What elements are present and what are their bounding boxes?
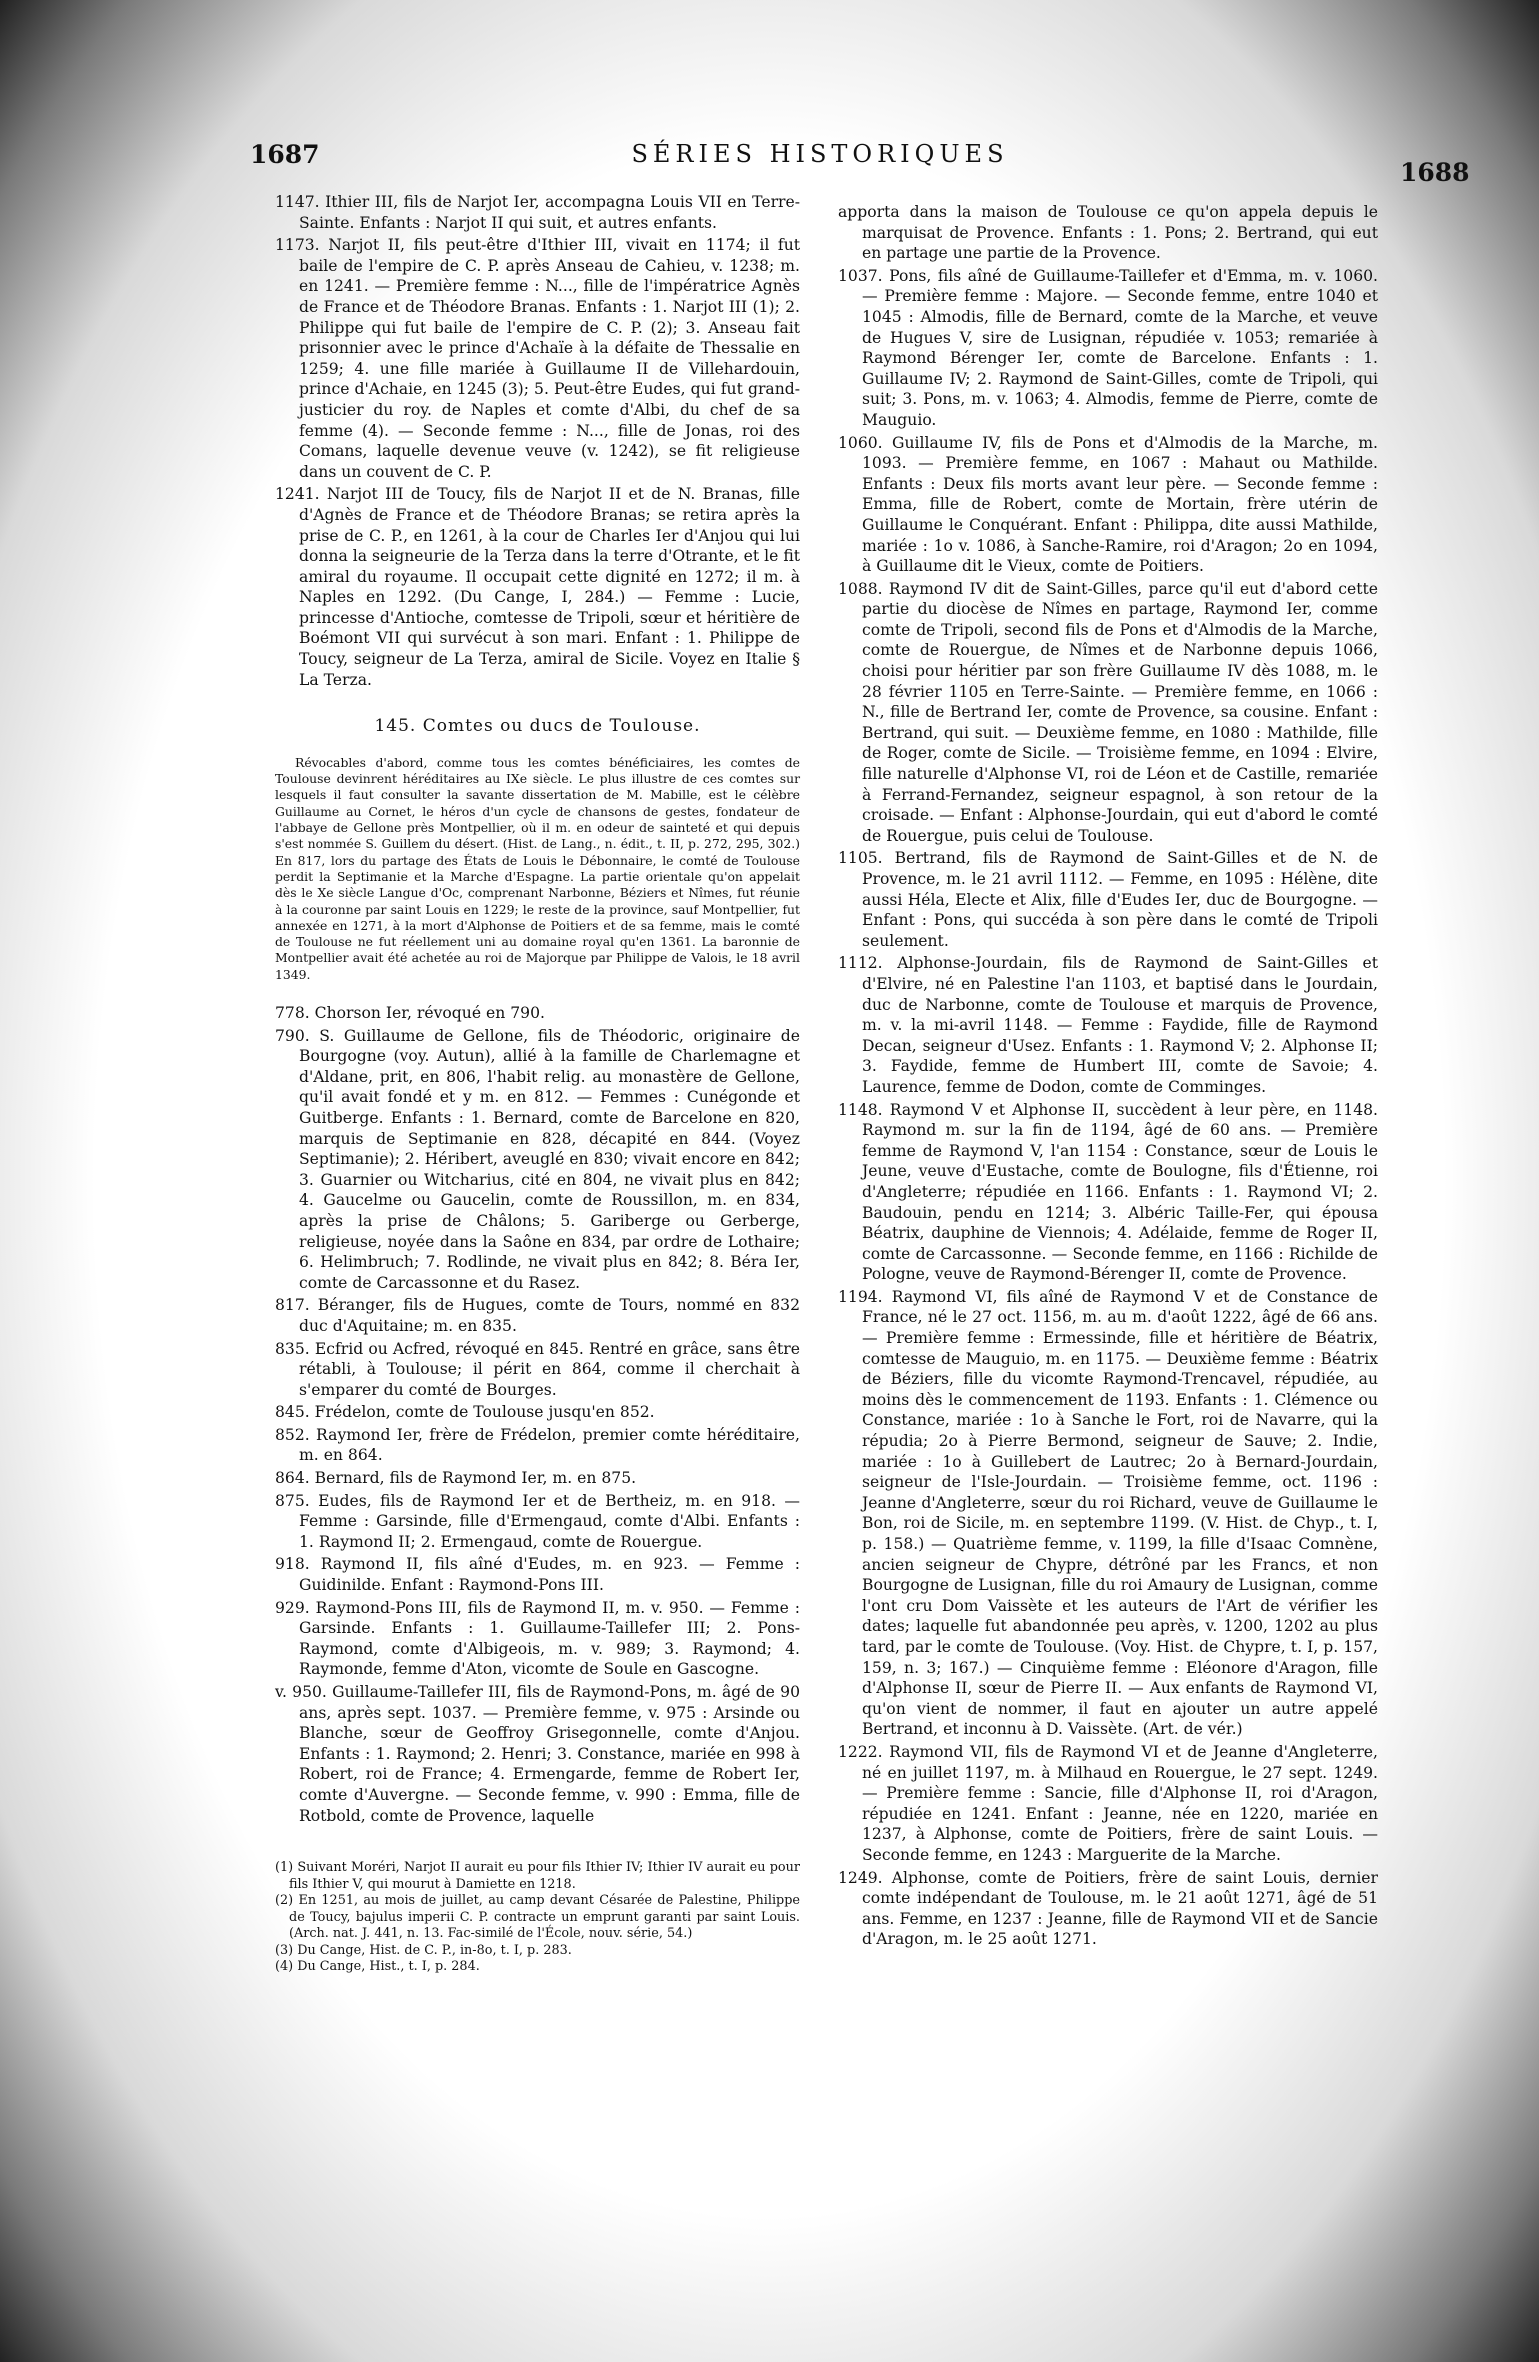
entry: 1037. Pons, fils aîné de Guillaume-Taillefer et d'Emma, m. v. 1060. — Première femme : Majore. — Seconde femme, entre 1040 et 1045 : Almodis, fille de Bernard, comte de la Marche, et veuve de Hugues V, sire de Lusignan, répudiée v. 1053; remariée à Raymond Bérenger Ier, comte de Barcelone. Enfants : 1. Guillaume IV; 2. Raymond de Saint-Gilles, comte de Tripoli, qui suit; 3. Pons, m. v. 1063; 4. Almodis, femme de Pierre, comte de Mauguio. [838,266,1378,429]
entry: 1249. Alphonse, comte de Poitiers, frère de saint Louis, dernier comte indépendant de Toulouse, m. le 21 août 1271, âgé de 51 ans. Femme, en 1237 : Jeanne, fille de Raymond VII et de Sancie d'Aragon, m. le 25 août 1271. [838,1868,1378,1949]
right-column [838,202,1378,1952]
footnote: (4) Du Cange, Hist., t. I, p. 284. [275,1959,480,1975]
footnote: (1) Suivant Moréri, Narjot II aurait eu pour fils Ithier IV; Ithier IV aurait eu pour fils Ithier V, qui mourut à Damiette en 1218. [275,1860,800,1892]
entry: 778. Chorson Ier, révoqué en 790. [275,1004,545,1022]
entry: 1194. Raymond VI, fils aîné de Raymond V et de Constance de France, né le 27 oct. 1156, m. au m. d'août 1222, âgé de 66 ans. — Première femme : Ermessinde, fille et héritière de Béatrix, comtesse de Mauguio, m. en 1175. — Deuxième femme : Béatrix de Béziers, fille du vicomte Raymond-Trencavel, répudiée, au moins dès le commencement de 1193. Enfants : 1. Clémence ou Constance, mariée : 1o à Sanche le Fort, roi de Navarre, qui la répudia; 2o à Pierre Bermond, seigneur de Sauve; 2. Indie, mariée : 1o à Guillebert de Lautrec; 2o à Bernard-Jourdain, seigneur de l'Isle-Jourdain. — Troisième femme, oct. 1196 : Jeanne d'Angleterre, sœur du roi Richard, veuve de Guillaume le Bon, roi de Sicile, m. en septembre 1199. (V. Hist. de Chyp., t. I, p. 158.) — Quatrième femme, v. 1199, la fille d'Isaac Comnène, ancien seigneur de Chypre, détrôné par les Francs, et non Bourgogne de Lusignan, fille du roi Amaury de Lusignan, comme l'ont cru Dom Vaissète et les auteurs de l'Art de vérifier les dates; laquelle fut abandonnée peu après, v. 1200, 1202 au plus tard, par le comte de Toulouse. (Voy. Hist. de Chypre, t. I, p. 157, 159, n. 3; 167.) — Cinquième femme : Eléonore d'Aragon, fille d'Alphonse II, sœur de Pierre II. — Aux enfants de Raymond VI, qu'on vient de nommer, il faut en ajouter un autre appelé Bertrand, et inconnu à D. Vaissète. (Art. de vér.) [838,1287,1378,1739]
footnote: (2) En 1251, au mois de juillet, au camp devant Césarée de Palestine, Philippe de Toucy, bajulus imperii C. P. contracte un emprunt garanti par saint Louis. (Arch. nat. J. 441, n. 13. Fac-similé de l'École, nouv. série, 54.) [275,1893,800,1942]
entry: 1112. Alphonse-Jourdain, fils de Raymond de Saint-Gilles et d'Elvire, né en Palestine l'an 1103, et baptisé dans le Jourdain, duc de Narbonne, comte de Toulouse et marquis de Provence, m. v. la mi-avril 1148. — Femme : Faydide, fille de Raymond Decan, seigneur d'Usez. Enfants : 1. Raymond V; 2. Alphonse II; 3. Faydide, femme de Humbert III, comte de Savoie; 4. Laurence, femme de Dodon, comte de Comminges. [838,954,1378,1096]
footnote: (3) Du Cange, Hist. de C. P., in-8o, t. I, p. 283. [275,1942,572,1958]
entry: 852. Raymond Ier, frère de Frédelon, premier comte héréditaire, m. en 864. [275,1425,800,1465]
entry: 1173. Narjot II, fils peut-être d'Ithier III, vivait en 1174; il fut baile de l'empire de C. P. après Anseau de Cahieu, v. 1238; m. en 1241. — Première femme : N..., fille de l'impératrice Agnès de France et de Théodore Branas. Enfants : 1. Narjot III (1); 2. Philippe qui fut baile de l'empire de C. P. (2); 3. Anseau fait prisonnier avec le prince d'Achaïe à la défaite de Thessalie en 1259; 4. une fille mariée à Guillaume II de Villehardouin, prince d'Achaie, en 1245 (3); 5. Peut-être Eudes, qui fut grand-justicier du roy. de Naples et comte d'Albi, du chef de sa femme (4). — Seconde femme : N..., fille de Jonas, roi des Comans, laquelle devenue veuve (v. 1242), se fit religieuse dans un couvent de C. P. [275,236,800,481]
entry: 864. Bernard, fils de Raymond Ier, m. en 875. [275,1469,637,1488]
entry: 845. Frédelon, comte de Toulouse jusqu'en 852. [275,1403,655,1422]
entry: 835. Ecfrid ou Acfred, révoqué en 845. Rentré en grâce, sans être rétabli, à Toulouse; il périt en 864, comme il cherchait à s'emparer du comté de Bourges. [275,1339,800,1399]
entry: 918. Raymond II, fils aîné d'Eudes, m. en 923. — Femme : Guidinilde. Enfant : Raymond-Pons III. [275,1555,800,1595]
entry: 790. S. Guillaume de Gellone, fils de Théodoric, originaire de Bourgogne (voy. Autun), allié à la famille de Charlemagne et d'Aldane, prit, en 806, l'habit relig. au monastère de Gellone, qu'il avait fondé et y m. en 812. — Femmes : Cunégonde et Guitberge. Enfants : 1. Bernard, comte de Barcelone en 820, marquis de Septimanie en 828, décapité en 844. (Voyez Septimanie); 2. Héribert, aveuglé en 830; vivait encore en 842; 3. Guarnier ou Witcharius, cité en 804, ne vivait plus en 842; 4. Gaucelme ou Gaucelin, comte de Roussillon, m. en 834, après la prise de Châlons; 5. Gariberge ou Gerberge, religieuse, noyée dans la Saône en 834, par ordre de Lothaire; 6. Helimbruch; 7. Rodlinde, ne vivait plus en 842; 8. Béra Ier, comte de Carcassonne et du Rasez. [275,1026,800,1292]
entry: v. 950. Guillaume-Taillefer III, fils de Raymond-Pons, m. âgé de 90 ans, après sept. 1037. — Première femme, v. 975 : Arsinde ou Blanche, sœur de Geoffroy Grisegonnelle, comte d'Anjou. Enfants : 1. Raymond; 2. Henri; 3. Constance, mariée en 998 à Robert, roi de France; 4. Ermengarde, femme de Robert Ier, comte d'Auvergne. — Seconde femme, v. 990 : Emma, fille de Rotbold, comte de Provence, laquelle [275,1683,800,1825]
entry: 1105. Bertrand, fils de Raymond de Saint-Gilles et de N. de Provence, m. le 21 avril 1112. — Femme, en 1095 : Hélène, dite aussi Héla, Electe et Alix, fille d'Eudes Ier, duc de Bourgogne. — Enfant : Pons, qui succéda à son père dans le comté de Tripoli seulement. [838,849,1378,950]
footnotes [275,1860,800,1976]
entry: 817. Béranger, fils de Hugues, comte de Tours, nommé en 832 duc d'Aquitaine; m. en 835. [275,1296,800,1335]
entry: 1147. Ithier III, fils de Narjot Ier, accompagna Louis VII en Terre-Sainte. Enfants : Narjot II qui suit, et autres enfants. [275,193,800,232]
running-title: SÉRIES HISTORIQUES [631,140,1009,168]
entry: 1148. Raymond V et Alphonse II, succèdent à leur père, en 1148. Raymond m. sur la fin de 1194, âgé de 60 ans. — Première femme de Raymond V, l'an 1154 : Constance, sœur de Louis le Jeune, veuve d'Eustache, comte de Boulogne, fils d'Étienne, roi d'Angleterre; répudiée en 1166. Enfants : 1. Raymond VI; 2. Baudouin, pendu en 1214; 3. Albéric Taille-Fer, qui épousa Béatrix, dauphine de Viennois; 4. Adélaide, femme de Roger II, comte de Carcassonne. — Seconde femme, en 1166 : Richilde de Pologne, veuve de Raymond-Bérenger II, comte de Provence. [838,1100,1378,1284]
entry: 1241. Narjot III de Toucy, fils de Narjot II et de N. Branas, fille d'Agnès de France et de Théodore Branas; se retira après la prise de C. P., en 1261, à la cour de Charles Ier d'Anjou qui lui donna la seigneurie de la Terza dans la terre d'Otrante, et le fit amiral du royaume. Il occupait cette dignité en 1272; il m. à Naples en 1292. (Du Cange, I, 284.) — Femme : Lucie, princesse d'Antioche, comtesse de Tripoli, sœur et héritière de Boémont VII qui survécut à son mari. Enfant : 1. Philippe de Toucy, seigneur de La Terza, amiral de Sicile. Voyez en Italie § La Terza. [275,485,800,689]
entry: 875. Eudes, fils de Raymond Ier et de Bertheiz, m. en 918. — Femme : Garsinde, fille d'Ermengaud, comte d'Albi. Enfants : 1. Raymond II; 2. Ermengaud, comte de Rouergue. [275,1491,800,1551]
page-number-right: 1688 [1400,158,1470,187]
entry: 1060. Guillaume IV, fils de Pons et d'Almodis de la Marche, m. 1093. — Première femme, en 1067 : Mahaut ou Mathilde. Enfants : Deux fils morts avant leur père. — Seconde femme : Emma, fille de Robert, comte de Mortain, frère utérin de Guillaume le Conquérant. Enfant : Philippa, dite aussi Mathilde, mariée : 1o v. 1086, à Sanche-Ramire, roi d'Aragon; 2o en 1094, à Guillaume dit le Vieux, comte de Poitiers. [838,433,1378,576]
entry: 1088. Raymond IV dit de Saint-Gilles, parce qu'il eut d'abord cette partie du diocèse de Nîmes en partage, Raymond Ier, comme comte de Tripoli, second fils de Pons et d'Almodis de la Marche, comte de Rouergue, de Nîmes et de Narbonne depuis 1066, choisi pour héritier par son frère Guillaume IV dès 1088, m. le 28 février 1105 en Terre-Sainte. — Première femme, en 1066 : N., fille de Bertrand Ier, comte de Provence, sa cousine. Enfant : Bertrand, qui suit. — Deuxième femme, en 1080 : Mathilde, fille de Roger, comte de Sicile. — Troisième femme, en 1094 : Elvire, fille naturelle d'Alphonse VI, roi de Léon et de Castille, remariée à Ferrand-Fernandez, seigneur espagnol, à son retour de la croisade. — Enfant : Alphonse-Jourdain, qui eut d'abord le comté de Rouergue, puis celui de Toulouse. [838,579,1378,845]
entry: 1222. Raymond VII, fils de Raymond VI et de Jeanne d'Angleterre, né en juillet 1197, m. à Milhaud en Rouergue, le 27 sept. 1249. — Première femme : Sancie, fille d'Alphonse II, roi d'Aragon, répudiée en 1241. Enfant : Jeanne, née en 1220, mariée en 1237, à Alphonse, comte de Poitiers, frère de saint Louis. — Seconde femme, en 1243 : Marguerite de la Marche. [838,1742,1378,1864]
entry: apporta dans la maison de Toulouse ce qu'on appela depuis le marquisat de Provence. Enfants : 1. Pons; 2. Bertrand, qui eut en partage une partie de la Provence. [838,203,1378,263]
section-title: 145. Comtes ou ducs de Toulouse. [374,716,701,737]
section-intro: Révocables d'abord, comme tous les comtes bénéficiaires, les comtes de Toulouse devinrent héréditaires au IXe siècle. Le plus illustre de ces comtes sur lesquels il faut consulter la savante dissertation de M. Mabille, est le célèbre Guillaume au Cornet, le héros d'un cycle de chansons de gestes, fondateur de l'abbaye de Gellone près Montpellier, où il m. en odeur de sainteté et qui depuis s'est nommée S. Guillem du désert. (Hist. de Lang., n. édit., t. II, p. 272, 295, 302.) En 817, lors du partage des États de Louis le Débonnaire, le comté de Toulouse perdit la Septimanie et la Marche d'Espagne. La partie orientale qu'on appelait dès le Xe siècle Langue d'Oc, comprenant Narbonne, Béziers et Nîmes, fut réunie à la couronne par saint Louis en 1229; le reste de la province, sauf Montpellier, fut annexée en 1271, à la mort d'Alphonse de Poitiers et de sa femme, mais le comté de Toulouse ne fut réellement uni au domaine royal qu'en 1361. La baronnie de Montpellier avait été achetée au roi de Majorque par Philippe de Valois, le 18 avril 1349. [275,754,800,982]
page-number-left: 1687 [250,140,320,169]
entry: 929. Raymond-Pons III, fils de Raymond II, m. v. 950. — Femme : Garsinde. Enfants : 1. Guillaume-Taillefer III; 2. Pons-Raymond, comte d'Albigeois, m. v. 989; 3. Raymond; 4. Raymonde, femme d'Aton, vicomte de Soule en Gascogne. [275,1598,800,1679]
left-column [275,192,800,1976]
